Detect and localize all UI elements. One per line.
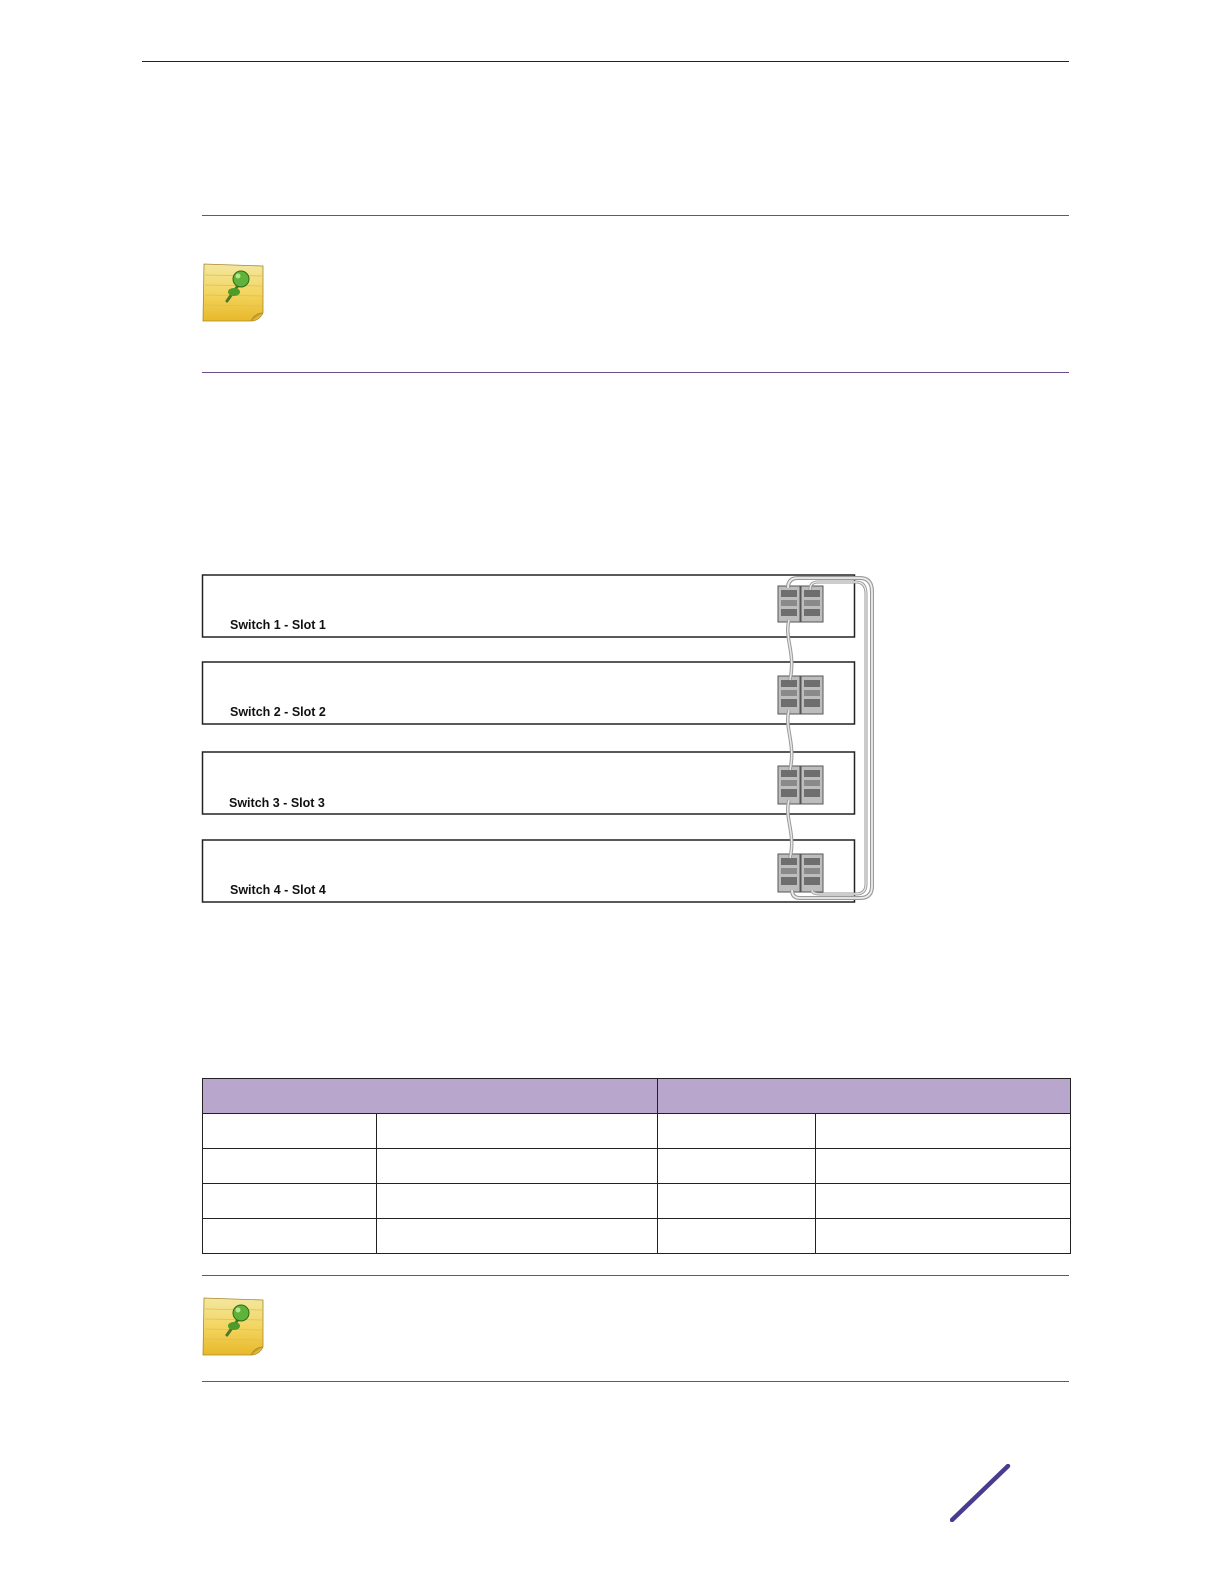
table-cell	[377, 1219, 658, 1254]
table-cell	[203, 1184, 377, 1219]
table-cell	[377, 1149, 658, 1184]
switch-1-chassis	[203, 575, 855, 637]
table-cell	[658, 1184, 816, 1219]
note-top-rule	[202, 1275, 1069, 1276]
table-cell	[816, 1149, 1071, 1184]
table-row	[203, 1149, 1071, 1184]
table-row	[203, 1219, 1071, 1254]
table-cell	[816, 1219, 1071, 1254]
stack-cabling-diagram	[200, 568, 880, 908]
table-cell	[658, 1219, 816, 1254]
note-bottom-rule	[202, 1381, 1069, 1382]
table-header-cell-right	[658, 1079, 1071, 1114]
switch-2-label: Switch 2 - Slot 2	[230, 705, 326, 719]
table-header-cell-left	[203, 1079, 658, 1114]
stacking-ports-switch-2	[778, 676, 823, 714]
table-row	[203, 1184, 1071, 1219]
slot-port-table	[202, 1078, 1071, 1254]
table-cell	[658, 1149, 816, 1184]
sticky-note-icon	[201, 261, 265, 323]
switch-3-label: Switch 3 - Slot 3	[229, 796, 325, 810]
note-top-rule	[202, 215, 1069, 216]
stacking-ports-switch-4	[778, 854, 823, 892]
table-header-row	[203, 1079, 1071, 1114]
brand-slash-logo-icon	[950, 1464, 1014, 1522]
table-cell	[203, 1219, 377, 1254]
table-cell	[816, 1184, 1071, 1219]
table-cell	[203, 1114, 377, 1149]
switch-1-label: Switch 1 - Slot 1	[230, 618, 326, 632]
table-cell	[816, 1114, 1071, 1149]
table-cell	[658, 1114, 816, 1149]
table-row	[203, 1114, 1071, 1149]
switch-2-chassis	[203, 662, 855, 724]
table-cell	[203, 1149, 377, 1184]
switch-4-chassis	[203, 840, 855, 902]
sticky-note-icon	[201, 1295, 265, 1357]
switch-4-label: Switch 4 - Slot 4	[230, 883, 326, 897]
stacking-ports-switch-3	[778, 766, 823, 804]
page-header-rule	[142, 61, 1069, 62]
table-cell	[377, 1184, 658, 1219]
stacking-ports-switch-1	[778, 586, 823, 622]
table-cell	[377, 1114, 658, 1149]
note-bottom-rule	[202, 372, 1069, 373]
switch-3-chassis	[203, 752, 855, 814]
